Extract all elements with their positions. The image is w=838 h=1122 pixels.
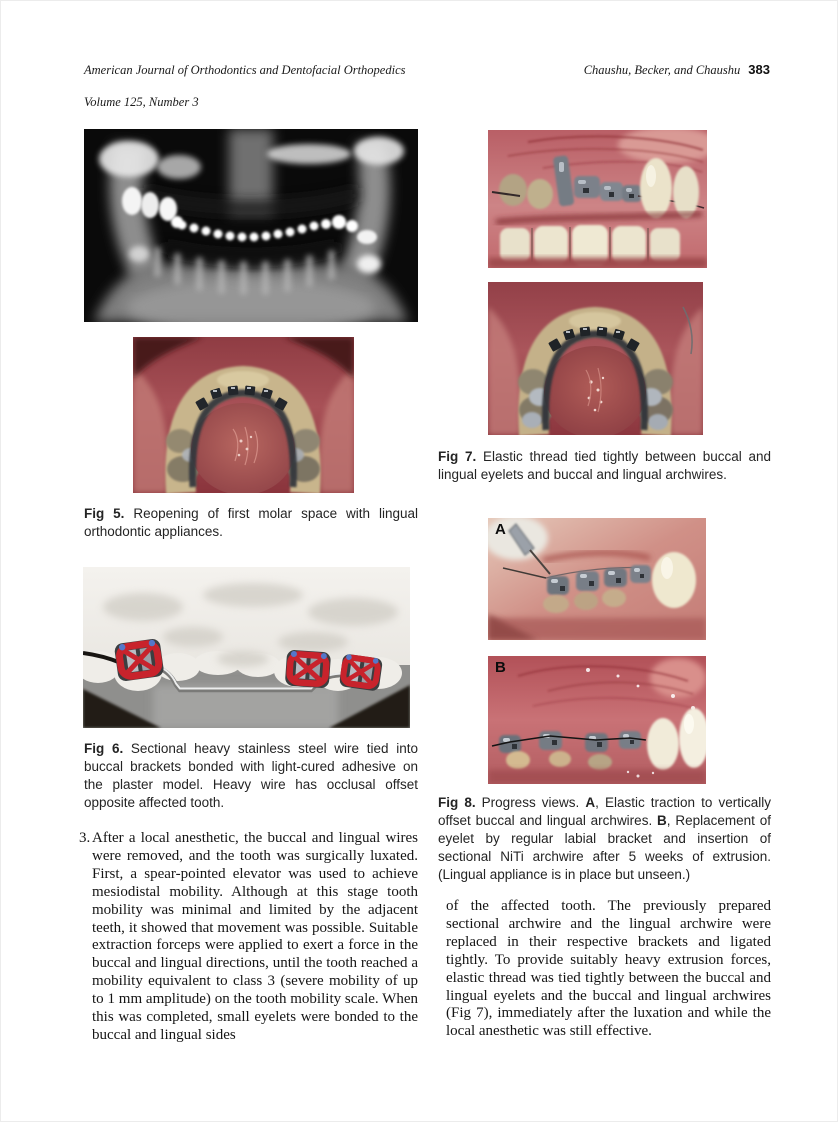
fig8-panel-a-photo bbox=[488, 518, 706, 640]
fig7-occlusal-photo bbox=[488, 282, 703, 435]
fig8-panel-b-label: B bbox=[495, 659, 506, 676]
fig8-caption-text-3: , Replacement of eyelet by regular labial bracket and insertion of sectional NiTi archwire after 5 weeks of extrusion. (Lingual appliance is in place but unseen.) bbox=[438, 813, 771, 882]
list-item-text: After a local anesthetic, the buccal and lingual wires were removed, and the tooth was surgically luxated. First, a spear-pointed elevator was used to achieve mesiodistal mobility. Although at this stage tooth mobility was minimal and limited by the adjacent teeth, it showed that movement was possible. Suitable extraction forceps were applied to exert a force in the buccal and lingual directions, until the tooth reached a mobility equivalent to class 3 (severe mobility of up to 1 mm amplitude) on the tooth mobility scale. When this was completed, small eyelets were bonded to the buccal and lingual sides bbox=[92, 830, 418, 1043]
fig7-caption-label: Fig 7. bbox=[438, 449, 477, 464]
list-item-number: 3. bbox=[79, 830, 91, 846]
numbered-list-item-3 bbox=[79, 830, 418, 1045]
page-number: 383 bbox=[748, 62, 770, 77]
fig5-panoramic-radiograph bbox=[84, 129, 418, 322]
fig8-panel-b-photo bbox=[488, 656, 706, 784]
fig8-caption-text-2: , Elastic traction to vertically offset buccal and lingual archwires. bbox=[438, 795, 772, 828]
plaster-model-art bbox=[83, 567, 410, 728]
fig8-caption bbox=[438, 794, 771, 884]
fig7-caption bbox=[438, 448, 771, 484]
volume-info: Volume 125, Number 3 bbox=[84, 95, 199, 109]
progress-photo-a-art bbox=[488, 518, 706, 640]
panoramic-radiograph-art bbox=[84, 129, 418, 322]
running-head-left bbox=[84, 62, 484, 110]
fig8-caption-panel-a-ref: A bbox=[585, 795, 596, 810]
progress-photo-b-art bbox=[488, 656, 706, 784]
fig5-caption-label: Fig 5. bbox=[84, 506, 125, 521]
fig5-occlusal-photo bbox=[133, 337, 354, 493]
fig6-caption-label: Fig 6. bbox=[84, 741, 124, 756]
fig5-caption bbox=[84, 505, 418, 541]
continuation-paragraph: of the affected tooth. The previously prepared sectional archwire and the lingual archwire were replaced in their respective brackets and ligated tightly. To provide suitably heavy extrusion forces, elastic thread was tied tightly between the buccal and lingual eyelets and the buccal and lingual archwires (Fig 7), immediately after the luxation and while the local anesthetic was still effective. bbox=[446, 898, 771, 1040]
authors: Chaushu, Becker, and Chaushu bbox=[583, 63, 741, 77]
fig8-panel-a-label: A bbox=[495, 521, 506, 538]
fig6-caption-text: Sectional heavy stainless steel wire tied into buccal brackets bonded with light-cured adhesive on the plaster model. Heavy wire has occlusal offset opposite affected tooth. bbox=[84, 741, 418, 810]
fig6-caption bbox=[84, 740, 418, 812]
fig8-caption-panel-b-ref: B bbox=[657, 813, 667, 828]
journal-title: American Journal of Orthodontics and Dentofacial Orthopedics bbox=[84, 63, 406, 77]
occlusal-photo2-art bbox=[488, 282, 703, 435]
fig7-caption-text: Elastic thread tied tightly between buccal and lingual eyelets and buccal and lingual archwires. bbox=[438, 449, 771, 482]
occlusal-photo-art bbox=[133, 337, 354, 493]
fig5-caption-text: Reopening of first molar space with lingual orthodontic appliances. bbox=[84, 506, 418, 539]
fig6-plaster-model-photo bbox=[83, 567, 410, 728]
running-head-right bbox=[471, 62, 770, 78]
fig7-buccal-photo bbox=[488, 130, 707, 268]
fig8-caption-label: Fig 8. bbox=[438, 795, 476, 810]
buccal-photo-art bbox=[488, 130, 707, 268]
fig8-caption-text-1: Progress views. bbox=[475, 795, 586, 810]
